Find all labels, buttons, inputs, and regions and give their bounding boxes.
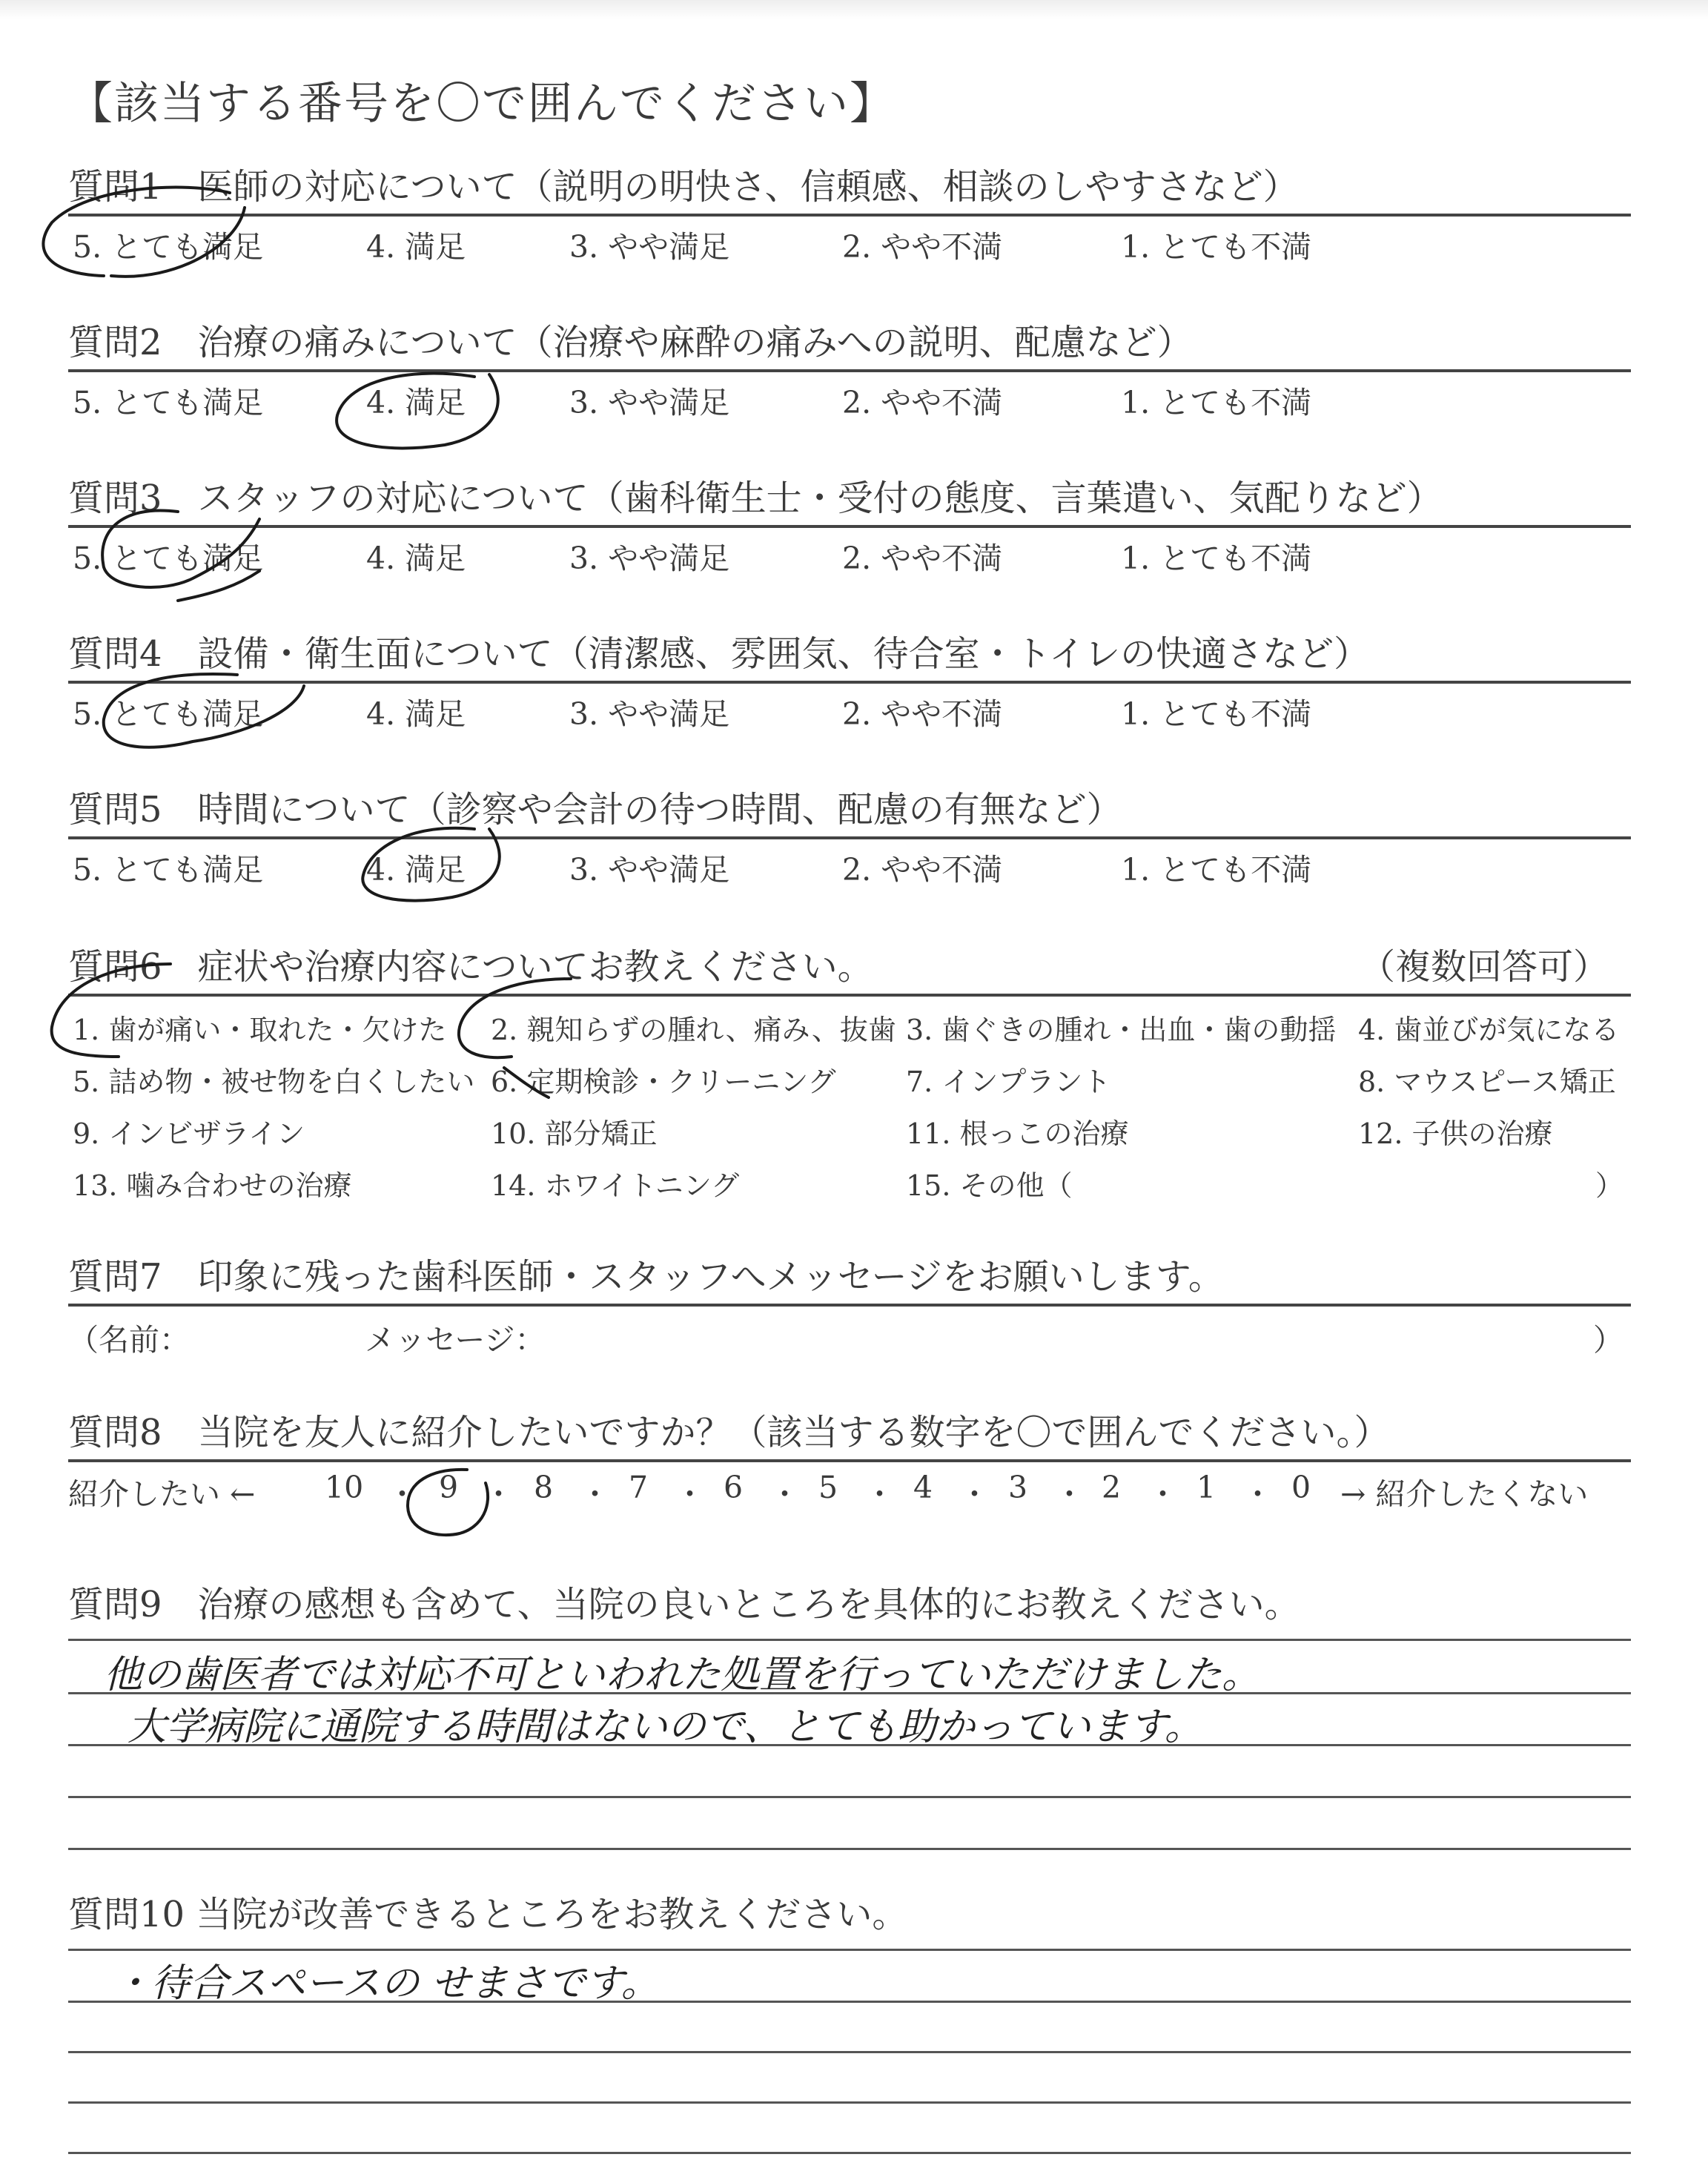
scale-dot: ・ xyxy=(959,1476,990,1512)
question-title: 質問2 治療の痛みについて（治療や麻酔の痛みへの説明、配慮など） xyxy=(68,322,1193,363)
option-5[interactable]: 5. とても満足 xyxy=(73,852,264,888)
question-3 xyxy=(68,475,1631,580)
question-2 xyxy=(68,319,1631,424)
scale-dot: ・ xyxy=(769,1476,800,1512)
symptom-options xyxy=(68,1007,1631,1229)
option-5[interactable]: 5. とても満足 xyxy=(73,385,264,420)
symptom-option-6[interactable]: 6. 定期検診・クリーニング xyxy=(491,1066,836,1098)
scale-dot: ・ xyxy=(864,1476,895,1512)
writing-line[interactable] xyxy=(68,1848,1631,1850)
scale-0[interactable]: 0 xyxy=(1291,1470,1311,1505)
question-5 xyxy=(68,786,1631,891)
scale-3[interactable]: 3 xyxy=(1008,1470,1028,1505)
symptom-option-4[interactable]: 4. 歯並びが気になる xyxy=(1358,1014,1620,1046)
question-title: 質問4 設備・衛生面について（清潔感、雰囲気、待合室・トイレの快適さなど） xyxy=(68,633,1370,675)
option-3[interactable]: 3. やや満足 xyxy=(569,541,730,576)
option-2[interactable]: 2. やや不満 xyxy=(842,229,1003,265)
scale-left-label: 紹介したい ← xyxy=(68,1476,256,1512)
scale-4[interactable]: 4 xyxy=(913,1470,933,1505)
option-5[interactable]: 5. とても満足 xyxy=(73,696,264,732)
option-4[interactable]: 4. 満足 xyxy=(366,541,466,576)
question-title: 質問8 当院を友人に紹介したいですか？（該当する数字を〇で囲んでください。） xyxy=(68,1412,1390,1453)
message-label[interactable]: メッセージ： xyxy=(365,1322,546,1358)
symptom-option-8[interactable]: 8. マウスピース矯正 xyxy=(1358,1066,1616,1098)
symptom-option-5[interactable]: 5. 詰め物・被せ物を白くしたい xyxy=(73,1066,475,1098)
symptom-option-10[interactable]: 10. 部分矯正 xyxy=(491,1117,658,1150)
option-1[interactable]: 1. とても不満 xyxy=(1121,541,1312,576)
option-4[interactable]: 4. 満足 xyxy=(366,229,466,265)
question-10 xyxy=(68,1891,1631,2006)
scale-dot: ・ xyxy=(580,1476,610,1512)
question-title: 質問7 印象に残った歯科医師・スタッフへメッセージをお願いします。 xyxy=(68,1256,1224,1298)
scale-dot: ・ xyxy=(1054,1476,1085,1512)
scale-5[interactable]: 5 xyxy=(818,1470,838,1505)
scale-right-label: → 紹介したくない xyxy=(1340,1476,1589,1512)
rule-line xyxy=(68,1304,1631,1307)
rule-line xyxy=(68,681,1631,684)
question-8 xyxy=(68,1409,1631,1514)
other-close-paren: ） xyxy=(1595,1169,1623,1202)
option-5[interactable]: 5. とても満足 xyxy=(73,229,264,265)
scale-dot: ・ xyxy=(483,1476,514,1512)
question-6-title: 質問6 症状や治療内容についてお教えください。 xyxy=(68,946,873,988)
question-title: 質問5 時間について（診察や会計の待つ時間、配慮の有無など） xyxy=(68,789,1122,830)
handwritten-answer-line-1: 他の歯医者では対応不可といわれた処置を行っていただけました。 xyxy=(104,1653,1261,1697)
scale-6[interactable]: 6 xyxy=(724,1470,744,1505)
form-heading: 【該当する番号を〇で囲んでください】 xyxy=(68,78,896,130)
rating-options xyxy=(68,222,1631,268)
option-4[interactable]: 4. 満足 xyxy=(366,696,466,732)
handwritten-answer-line-1: ・待合スペースの せまさです。 xyxy=(113,1961,660,2006)
option-3[interactable]: 3. やや満足 xyxy=(569,696,730,732)
option-5[interactable]: 5. とても満足 xyxy=(73,541,264,576)
question-4 xyxy=(68,630,1631,736)
rating-options xyxy=(68,378,1631,424)
option-3[interactable]: 3. やや満足 xyxy=(569,229,730,265)
writing-line[interactable] xyxy=(68,2152,1631,2154)
rule-line xyxy=(68,994,1631,997)
recommend-scale xyxy=(68,1470,1631,1514)
question-title: 質問10 当院が改善できるところをお教えください。 xyxy=(68,1894,908,1935)
scale-9[interactable]: 9 xyxy=(439,1470,459,1505)
symptom-option-12[interactable]: 12. 子供の治療 xyxy=(1358,1117,1553,1150)
scale-dot: ・ xyxy=(387,1476,417,1512)
symptom-option-15[interactable]: 15. その他（ xyxy=(906,1169,1073,1202)
symptom-option-13[interactable]: 13. 噛み合わせの治療 xyxy=(73,1169,352,1202)
writing-line xyxy=(68,2051,1631,2053)
rating-options xyxy=(68,845,1631,891)
rule-line xyxy=(68,369,1631,372)
option-1[interactable]: 1. とても不満 xyxy=(1121,852,1312,888)
rule-line xyxy=(68,836,1631,839)
scale-10[interactable]: 10 xyxy=(325,1470,364,1505)
option-2[interactable]: 2. やや不満 xyxy=(842,852,1003,888)
writing-line xyxy=(68,2101,1631,2104)
scale-dot: ・ xyxy=(1242,1476,1273,1512)
question-9 xyxy=(68,1581,1631,1749)
rule-line xyxy=(68,1459,1631,1462)
name-label: （名前： xyxy=(68,1322,190,1358)
message-row xyxy=(68,1315,1631,1360)
scale-dot: ・ xyxy=(1148,1476,1178,1512)
option-1[interactable]: 1. とても不満 xyxy=(1121,385,1312,420)
scale-2[interactable]: 2 xyxy=(1102,1470,1122,1505)
symptom-option-14[interactable]: 14. ホワイトニング xyxy=(491,1169,740,1202)
scale-dot: ・ xyxy=(675,1476,705,1512)
question-6 xyxy=(68,943,1631,1229)
option-2[interactable]: 2. やや不満 xyxy=(842,696,1003,732)
option-3[interactable]: 3. やや満足 xyxy=(569,852,730,888)
option-4[interactable]: 4. 満足 xyxy=(366,385,466,420)
writing-line xyxy=(68,1796,1631,1798)
question-7 xyxy=(68,1253,1631,1360)
question-title xyxy=(68,943,1631,991)
option-1[interactable]: 1. とても不満 xyxy=(1121,229,1312,265)
option-2[interactable]: 2. やや不満 xyxy=(842,385,1003,420)
scan-top-edge xyxy=(0,0,1708,19)
question-title: 質問3 スタッフの対応について（歯科衛生士・受付の態度、言葉遣い、気配りなど） xyxy=(68,478,1443,519)
writing-line xyxy=(68,1639,1631,1641)
question-title: 質問1 医師の対応について（説明の明快さ、信頼感、相談のしやすさなど） xyxy=(68,166,1299,208)
symptom-option-2[interactable]: 2. 親知らずの腫れ、痛み、抜歯 xyxy=(491,1014,896,1046)
rule-line xyxy=(68,525,1631,528)
rule-line xyxy=(68,214,1631,217)
question-title: 質問9 治療の感想も含めて、当院の良いところを具体的にお教えください。 xyxy=(68,1584,1300,1625)
scale-8[interactable]: 8 xyxy=(534,1470,554,1505)
scale-7[interactable]: 7 xyxy=(629,1470,649,1505)
message-close-paren: ） xyxy=(1593,1322,1623,1358)
handwritten-answer-line-2: 大学病院に通院する時間はないので、とても助かっています。 xyxy=(128,1705,1203,1749)
symptom-option-9[interactable]: 9. インビザライン xyxy=(73,1117,305,1150)
symptom-option-7[interactable]: 7. インプラント xyxy=(906,1066,1111,1098)
option-1[interactable]: 1. とても不満 xyxy=(1121,696,1312,732)
option-3[interactable]: 3. やや満足 xyxy=(569,385,730,420)
rating-options xyxy=(68,534,1631,580)
option-4[interactable]: 4. 満足 xyxy=(366,852,466,888)
scale-1[interactable]: 1 xyxy=(1196,1470,1217,1505)
option-2[interactable]: 2. やや不満 xyxy=(842,541,1003,576)
writing-line xyxy=(68,1949,1631,1951)
multiple-answers-note: （複数回答可） xyxy=(1359,946,1609,988)
symptom-option-11[interactable]: 11. 根っこの治療 xyxy=(906,1117,1129,1150)
symptom-option-1[interactable]: 1. 歯が痛い・取れた・欠けた xyxy=(73,1014,447,1046)
question-1 xyxy=(68,163,1631,268)
rating-options xyxy=(68,690,1631,736)
symptom-option-3[interactable]: 3. 歯ぐきの腫れ・出血・歯の動揺 xyxy=(906,1014,1337,1046)
